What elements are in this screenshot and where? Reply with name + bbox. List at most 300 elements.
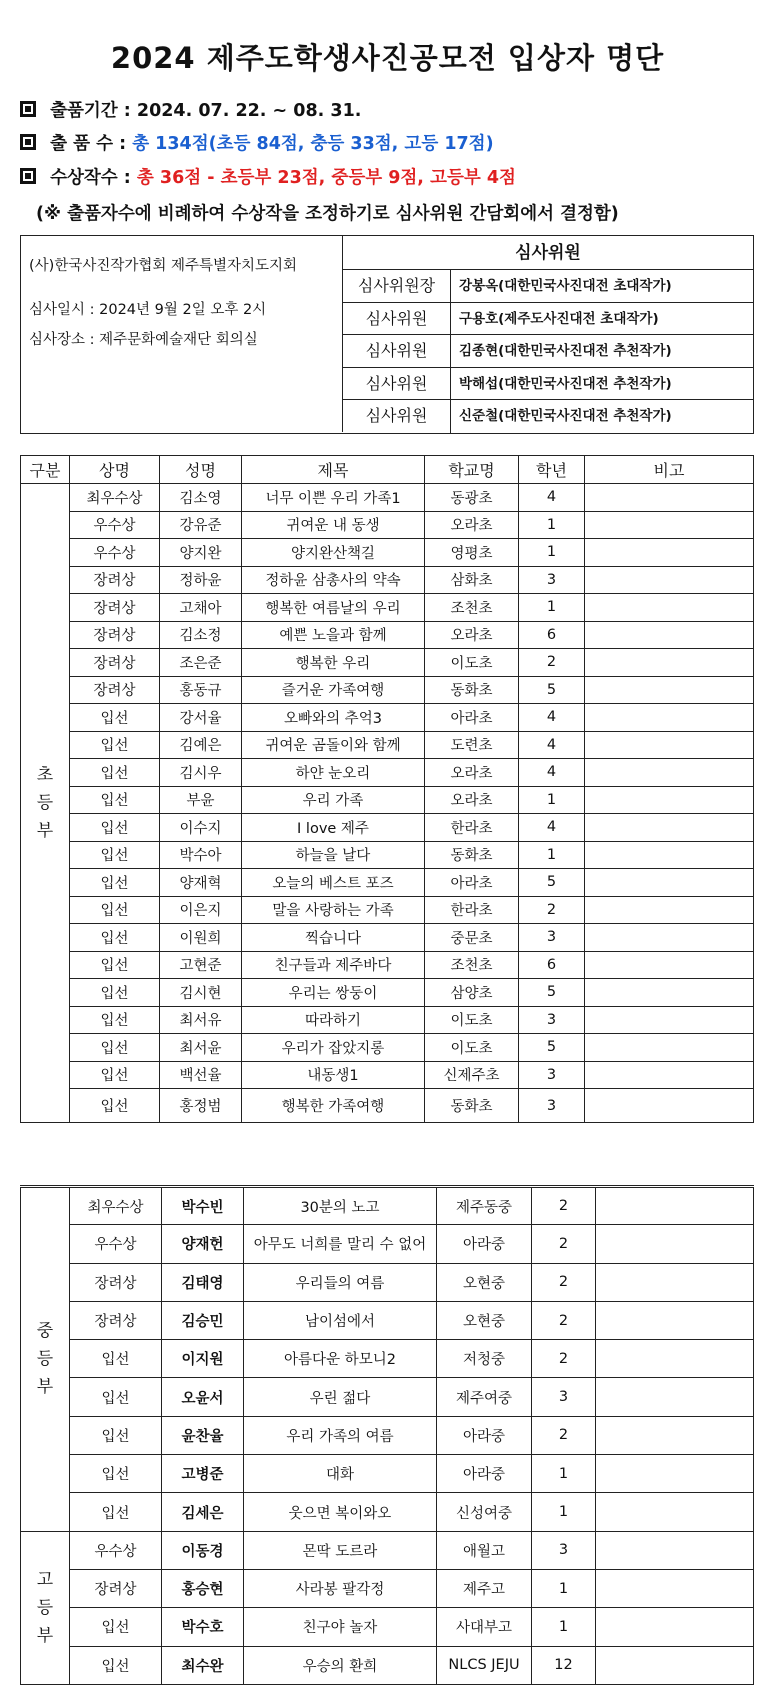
cell-title: 양지완산책길 xyxy=(242,539,425,567)
cell-grade: 1 xyxy=(532,1569,596,1607)
cell-title: 너무 이쁜 우리 가족1 xyxy=(242,484,425,512)
cell-grade: 3 xyxy=(532,1531,596,1569)
judge-role: 심사위원 xyxy=(343,368,451,400)
cell-name: 이은지 xyxy=(160,896,242,924)
cell-name: 오윤서 xyxy=(162,1378,244,1416)
judge-name: 박해섭(대한민국사진대전 추천작가) xyxy=(459,375,672,392)
cell-award: 장려상 xyxy=(70,676,160,704)
cell-award: 입선 xyxy=(70,1006,160,1034)
cell-award: 최우수상 xyxy=(70,1187,162,1225)
cell-school: 애월고 xyxy=(437,1531,532,1569)
table-row xyxy=(21,1089,754,1123)
cell-school: 한라초 xyxy=(425,896,519,924)
cell-title: 오빠와의 추억3 xyxy=(242,704,425,732)
table-row xyxy=(21,484,754,512)
cell-name: 이지원 xyxy=(162,1340,244,1378)
cell-title: 즐거운 가족여행 xyxy=(242,676,425,704)
cell-award: 입선 xyxy=(70,1416,162,1454)
cell-name: 백선율 xyxy=(160,1061,242,1089)
table-row xyxy=(21,1340,754,1378)
judging-date: 심사일시 : 2024년 9월 2일 오후 2시 xyxy=(29,302,267,318)
cell-award: 장려상 xyxy=(70,1263,162,1301)
cell-remarks xyxy=(585,594,754,622)
cell-grade: 5 xyxy=(519,979,585,1007)
cell-school: 아라중 xyxy=(437,1225,532,1263)
judging-venue: 심사장소 : 제주문화예술재단 회의실 xyxy=(29,332,258,348)
cell-school: 신성여중 xyxy=(437,1493,532,1531)
header-school: 학교명 xyxy=(425,456,519,484)
cell-school: 도련초 xyxy=(425,731,519,759)
organizer: (사)한국사진작가협회 제주특별자치도지회 xyxy=(29,258,298,274)
cell-school: 아라초 xyxy=(425,704,519,732)
cell-name: 이수지 xyxy=(160,814,242,842)
table-row xyxy=(21,649,754,677)
cell-award: 우수상 xyxy=(70,1531,162,1569)
cell-remarks xyxy=(585,484,754,512)
table-row xyxy=(21,594,754,622)
cell-remarks xyxy=(596,1187,754,1225)
cell-grade: 1 xyxy=(532,1493,596,1531)
judge-name: 김종현(대한민국사진대전 추천작가) xyxy=(459,343,672,360)
cell-school: 삼양초 xyxy=(425,979,519,1007)
cell-grade: 5 xyxy=(519,676,585,704)
cell-remarks xyxy=(585,676,754,704)
cell-grade: 4 xyxy=(519,484,585,512)
cell-grade: 5 xyxy=(519,869,585,897)
group-label-high: 고 등 부 xyxy=(21,1531,70,1684)
cell-grade: 1 xyxy=(519,539,585,567)
cell-award: 입선 xyxy=(70,1340,162,1378)
cell-award: 입선 xyxy=(70,1646,162,1684)
cell-remarks xyxy=(585,1034,754,1062)
period-value: 2024. 07. 22. ~ 08. 31. xyxy=(136,101,362,121)
cell-name: 박수호 xyxy=(162,1608,244,1646)
cell-name: 부윤 xyxy=(160,786,242,814)
cell-school: 영평초 xyxy=(425,539,519,567)
cell-grade: 4 xyxy=(519,704,585,732)
table-row xyxy=(21,841,754,869)
judge-row xyxy=(343,303,753,336)
judging-box xyxy=(20,235,754,434)
cell-grade: 1 xyxy=(532,1608,596,1646)
table-row xyxy=(21,1061,754,1089)
cell-name: 김예은 xyxy=(160,731,242,759)
cell-school: NLCS JEJU xyxy=(437,1646,532,1684)
cell-remarks xyxy=(585,1006,754,1034)
cell-title: 대화 xyxy=(244,1455,437,1493)
cell-title: 행복한 여름날의 우리 xyxy=(242,594,425,622)
table-row xyxy=(21,1455,754,1493)
cell-title: 귀여운 내 동생 xyxy=(242,511,425,539)
cell-remarks xyxy=(596,1646,754,1684)
table-row xyxy=(21,1569,754,1607)
entries-label: 출 품 수 : xyxy=(50,134,127,154)
cell-award: 입선 xyxy=(70,1061,160,1089)
cell-grade: 3 xyxy=(519,566,585,594)
cell-name: 김소영 xyxy=(160,484,242,512)
cell-school: 동화초 xyxy=(425,1089,519,1123)
cell-remarks xyxy=(596,1378,754,1416)
entries-line xyxy=(20,130,494,155)
table-row xyxy=(21,539,754,567)
cell-award: 입선 xyxy=(70,731,160,759)
cell-remarks xyxy=(585,1089,754,1123)
table-row xyxy=(21,1378,754,1416)
cell-award: 입선 xyxy=(70,924,160,952)
table-row xyxy=(21,1225,754,1263)
cell-name: 양지완 xyxy=(160,539,242,567)
cell-remarks xyxy=(596,1455,754,1493)
cell-title: 행복한 우리 xyxy=(242,649,425,677)
header-remarks: 비고 xyxy=(585,456,754,484)
cell-name: 이원희 xyxy=(160,924,242,952)
table-row xyxy=(21,1608,754,1646)
cell-remarks xyxy=(585,649,754,677)
cell-award: 입선 xyxy=(70,979,160,1007)
cell-remarks xyxy=(585,759,754,787)
judge-name: 구용호(제주도사진대전 초대작가) xyxy=(459,310,659,327)
cell-remarks xyxy=(585,979,754,1007)
cell-remarks xyxy=(585,511,754,539)
cell-title: 우승의 환희 xyxy=(244,1646,437,1684)
cell-school: 저청중 xyxy=(437,1340,532,1378)
cell-grade: 2 xyxy=(532,1187,596,1225)
cell-remarks xyxy=(585,704,754,732)
cell-award: 장려상 xyxy=(70,621,160,649)
cell-school: 오라초 xyxy=(425,621,519,649)
cell-title: 아무도 너희를 말리 수 없어 xyxy=(244,1225,437,1263)
elementary-table xyxy=(20,455,754,1123)
cell-remarks xyxy=(585,786,754,814)
cell-school: 오현중 xyxy=(437,1263,532,1301)
table-row xyxy=(21,896,754,924)
cell-name: 김세은 xyxy=(162,1493,244,1531)
secondary-table xyxy=(20,1185,754,1685)
cell-remarks xyxy=(596,1416,754,1454)
cell-school: 동화초 xyxy=(425,676,519,704)
cell-grade: 4 xyxy=(519,759,585,787)
cell-name: 정하윤 xyxy=(160,566,242,594)
cell-name: 이동경 xyxy=(162,1531,244,1569)
cell-school: 오현중 xyxy=(437,1301,532,1339)
cell-award: 입선 xyxy=(70,1089,160,1123)
cell-remarks xyxy=(596,1493,754,1531)
cell-grade: 2 xyxy=(519,896,585,924)
header-grade: 학년 xyxy=(519,456,585,484)
entries-value: 총 134점(초등 84점, 충등 33점, 고등 17점) xyxy=(132,134,494,154)
cell-grade: 2 xyxy=(532,1416,596,1454)
cell-school: 동광초 xyxy=(425,484,519,512)
header-award: 상명 xyxy=(70,456,160,484)
cell-grade: 1 xyxy=(519,786,585,814)
cell-grade: 3 xyxy=(519,1006,585,1034)
cell-title: 예쁜 노을과 함께 xyxy=(242,621,425,649)
cell-title: 귀여운 곰돌이와 함께 xyxy=(242,731,425,759)
judges-panel-title: 심사위원 xyxy=(343,236,753,270)
cell-award: 입선 xyxy=(70,1608,162,1646)
cell-remarks xyxy=(585,869,754,897)
cell-title: 우리 가족의 여름 xyxy=(244,1416,437,1454)
cell-remarks xyxy=(585,896,754,924)
period-line xyxy=(20,97,361,122)
cell-remarks xyxy=(585,539,754,567)
cell-grade: 4 xyxy=(519,731,585,759)
cell-remarks xyxy=(585,924,754,952)
table-row xyxy=(21,1646,754,1684)
cell-title: 사라봉 팔각정 xyxy=(244,1569,437,1607)
cell-remarks xyxy=(596,1301,754,1339)
square-bullet-icon xyxy=(20,168,36,184)
cell-grade: 2 xyxy=(532,1225,596,1263)
cell-title: 내동생1 xyxy=(242,1061,425,1089)
cell-title: 남이섬에서 xyxy=(244,1301,437,1339)
judge-row xyxy=(343,270,753,303)
cell-award: 장려상 xyxy=(70,649,160,677)
cell-award: 우수상 xyxy=(70,511,160,539)
cell-school: 아라초 xyxy=(425,869,519,897)
cell-award: 장려상 xyxy=(70,594,160,622)
cell-grade: 3 xyxy=(519,1061,585,1089)
judging-details xyxy=(21,236,343,432)
cell-award: 입선 xyxy=(70,869,160,897)
cell-remarks xyxy=(585,566,754,594)
cell-school: 아라중 xyxy=(437,1455,532,1493)
cell-award: 입선 xyxy=(70,1493,162,1531)
table-row xyxy=(21,1301,754,1339)
cell-award: 최우수상 xyxy=(70,484,160,512)
cell-name: 강서율 xyxy=(160,704,242,732)
cell-grade: 1 xyxy=(532,1455,596,1493)
cell-remarks xyxy=(585,1061,754,1089)
awards-line xyxy=(20,164,516,189)
cell-school: 제주동중 xyxy=(437,1187,532,1225)
cell-grade: 1 xyxy=(519,511,585,539)
cell-remarks xyxy=(596,1569,754,1607)
cell-title: 우리는 쌍둥이 xyxy=(242,979,425,1007)
cell-name: 강유준 xyxy=(160,511,242,539)
cell-name: 최서유 xyxy=(160,1006,242,1034)
cell-award: 장려상 xyxy=(70,566,160,594)
cell-award: 입선 xyxy=(70,704,160,732)
cell-school: 오라초 xyxy=(425,786,519,814)
cell-title: 정하윤 삼총사의 약속 xyxy=(242,566,425,594)
cell-name: 홍동규 xyxy=(160,676,242,704)
table-row xyxy=(21,1493,754,1531)
cell-school: 조천초 xyxy=(425,951,519,979)
cell-title: 행복한 가족여행 xyxy=(242,1089,425,1123)
judge-row xyxy=(343,368,753,401)
cell-school: 이도초 xyxy=(425,649,519,677)
cell-remarks xyxy=(596,1340,754,1378)
awards-label: 수상작수 : xyxy=(50,168,131,188)
square-bullet-icon xyxy=(20,134,36,150)
table-row xyxy=(21,1263,754,1301)
cell-name: 박수빈 xyxy=(162,1187,244,1225)
cell-school: 제주여중 xyxy=(437,1378,532,1416)
cell-title: 오늘의 베스트 포즈 xyxy=(242,869,425,897)
cell-name: 김승민 xyxy=(162,1301,244,1339)
table-row xyxy=(21,621,754,649)
cell-name: 고채아 xyxy=(160,594,242,622)
cell-grade: 2 xyxy=(532,1263,596,1301)
cell-grade: 6 xyxy=(519,621,585,649)
cell-name: 홍정범 xyxy=(160,1089,242,1123)
cell-name: 홍승현 xyxy=(162,1569,244,1607)
cell-name: 최서윤 xyxy=(160,1034,242,1062)
header-title: 제목 xyxy=(242,456,425,484)
cell-grade: 3 xyxy=(519,1089,585,1123)
note: (※ 출품자수에 비례하여 수상작을 조정하기로 심사위원 간담회에서 결정함) xyxy=(36,204,619,224)
table-row xyxy=(21,511,754,539)
period-label: 출품기간 : xyxy=(50,101,131,121)
table-row xyxy=(21,566,754,594)
cell-award: 입선 xyxy=(70,786,160,814)
table-header-row xyxy=(21,456,754,484)
cell-remarks xyxy=(585,841,754,869)
cell-grade: 12 xyxy=(532,1646,596,1684)
cell-grade: 3 xyxy=(519,924,585,952)
table-row xyxy=(21,951,754,979)
cell-award: 장려상 xyxy=(70,1301,162,1339)
table-row xyxy=(21,1187,754,1225)
cell-award: 입선 xyxy=(70,841,160,869)
cell-name: 고병준 xyxy=(162,1455,244,1493)
cell-school: 신제주초 xyxy=(425,1061,519,1089)
cell-award: 입선 xyxy=(70,1378,162,1416)
table-row xyxy=(21,924,754,952)
cell-school: 사대부고 xyxy=(437,1608,532,1646)
cell-award: 입선 xyxy=(70,1034,160,1062)
cell-title: 우리 가족 xyxy=(242,786,425,814)
table-row xyxy=(21,979,754,1007)
cell-grade: 2 xyxy=(532,1301,596,1339)
cell-award: 입선 xyxy=(70,896,160,924)
judge-role: 심사위원 xyxy=(343,335,451,367)
cell-name: 최수완 xyxy=(162,1646,244,1684)
cell-title: 친구들과 제주바다 xyxy=(242,951,425,979)
cell-school: 아라중 xyxy=(437,1416,532,1454)
cell-grade: 2 xyxy=(519,649,585,677)
cell-remarks xyxy=(585,621,754,649)
cell-remarks xyxy=(596,1263,754,1301)
cell-grade: 5 xyxy=(519,1034,585,1062)
table-row xyxy=(21,731,754,759)
judge-name: 신준철(대한민국사진대전 추천작가) xyxy=(459,408,672,425)
cell-title: 우리들의 여름 xyxy=(244,1263,437,1301)
table-row xyxy=(21,1416,754,1454)
cell-remarks xyxy=(585,951,754,979)
cell-award: 입선 xyxy=(70,759,160,787)
table-row xyxy=(21,1006,754,1034)
cell-award: 장려상 xyxy=(70,1569,162,1607)
cell-title: 하얀 눈오리 xyxy=(242,759,425,787)
cell-title: 웃으면 복이와오 xyxy=(244,1493,437,1531)
cell-name: 김시우 xyxy=(160,759,242,787)
table-row xyxy=(21,869,754,897)
header-name: 성명 xyxy=(160,456,242,484)
cell-grade: 1 xyxy=(519,841,585,869)
cell-name: 조은준 xyxy=(160,649,242,677)
cell-title: 찍습니다 xyxy=(242,924,425,952)
cell-grade: 6 xyxy=(519,951,585,979)
cell-name: 양재혁 xyxy=(160,869,242,897)
cell-remarks xyxy=(596,1225,754,1263)
table-row xyxy=(21,814,754,842)
cell-school: 조천초 xyxy=(425,594,519,622)
cell-name: 고현준 xyxy=(160,951,242,979)
square-bullet-icon xyxy=(20,101,36,117)
cell-award: 입선 xyxy=(70,814,160,842)
judge-role: 심사위원 xyxy=(343,303,451,335)
cell-name: 김시현 xyxy=(160,979,242,1007)
cell-school: 이도초 xyxy=(425,1034,519,1062)
cell-title: 따라하기 xyxy=(242,1006,425,1034)
cell-school: 중문초 xyxy=(425,924,519,952)
cell-name: 김태영 xyxy=(162,1263,244,1301)
cell-remarks xyxy=(596,1531,754,1569)
cell-school: 동화초 xyxy=(425,841,519,869)
cell-title: 아름다운 하모니2 xyxy=(244,1340,437,1378)
cell-grade: 2 xyxy=(532,1340,596,1378)
cell-title: 친구야 놀자 xyxy=(244,1608,437,1646)
group-label-middle: 중 등 부 xyxy=(21,1187,70,1532)
table-row xyxy=(21,1034,754,1062)
cell-award: 우수상 xyxy=(70,1225,162,1263)
table-row xyxy=(21,676,754,704)
header-group: 구분 xyxy=(21,456,70,484)
cell-title: 하늘을 날다 xyxy=(242,841,425,869)
cell-school: 제주고 xyxy=(437,1569,532,1607)
page-title: 2024 제주도학생사진공모전 입상자 명단 xyxy=(110,41,665,75)
judge-name: 강봉옥(대한민국사진대전 초대작가) xyxy=(459,278,672,294)
cell-school: 한라초 xyxy=(425,814,519,842)
cell-title: 말을 사랑하는 가족 xyxy=(242,896,425,924)
cell-name: 김소정 xyxy=(160,621,242,649)
cell-name: 박수아 xyxy=(160,841,242,869)
judge-row xyxy=(343,400,753,433)
judge-role: 심사위원장 xyxy=(343,270,451,302)
cell-grade: 4 xyxy=(519,814,585,842)
cell-title: 30분의 노고 xyxy=(244,1187,437,1225)
cell-award: 입선 xyxy=(70,1455,162,1493)
cell-title: 우리가 잡았지롱 xyxy=(242,1034,425,1062)
cell-remarks xyxy=(585,731,754,759)
table-row xyxy=(21,1531,754,1569)
cell-award: 입선 xyxy=(70,951,160,979)
cell-school: 삼화초 xyxy=(425,566,519,594)
awards-value: 총 36점 - 초등부 23점, 중등부 9점, 고등부 4점 xyxy=(136,168,516,188)
cell-name: 양재헌 xyxy=(162,1225,244,1263)
cell-school: 오라초 xyxy=(425,511,519,539)
cell-award: 우수상 xyxy=(70,539,160,567)
judge-row xyxy=(343,335,753,368)
cell-school: 이도초 xyxy=(425,1006,519,1034)
table-row xyxy=(21,786,754,814)
cell-title: 몬딱 도르라 xyxy=(244,1531,437,1569)
group-label-elementary: 초 등 부 xyxy=(21,484,70,1123)
cell-school: 오라초 xyxy=(425,759,519,787)
cell-remarks xyxy=(596,1608,754,1646)
table-row xyxy=(21,759,754,787)
cell-name: 윤찬율 xyxy=(162,1416,244,1454)
table-row xyxy=(21,704,754,732)
cell-remarks xyxy=(585,814,754,842)
cell-grade: 1 xyxy=(519,594,585,622)
judge-role: 심사위원 xyxy=(343,400,451,433)
cell-title: 우린 젊다 xyxy=(244,1378,437,1416)
cell-grade: 3 xyxy=(532,1378,596,1416)
cell-title: I love 제주 xyxy=(242,814,425,842)
